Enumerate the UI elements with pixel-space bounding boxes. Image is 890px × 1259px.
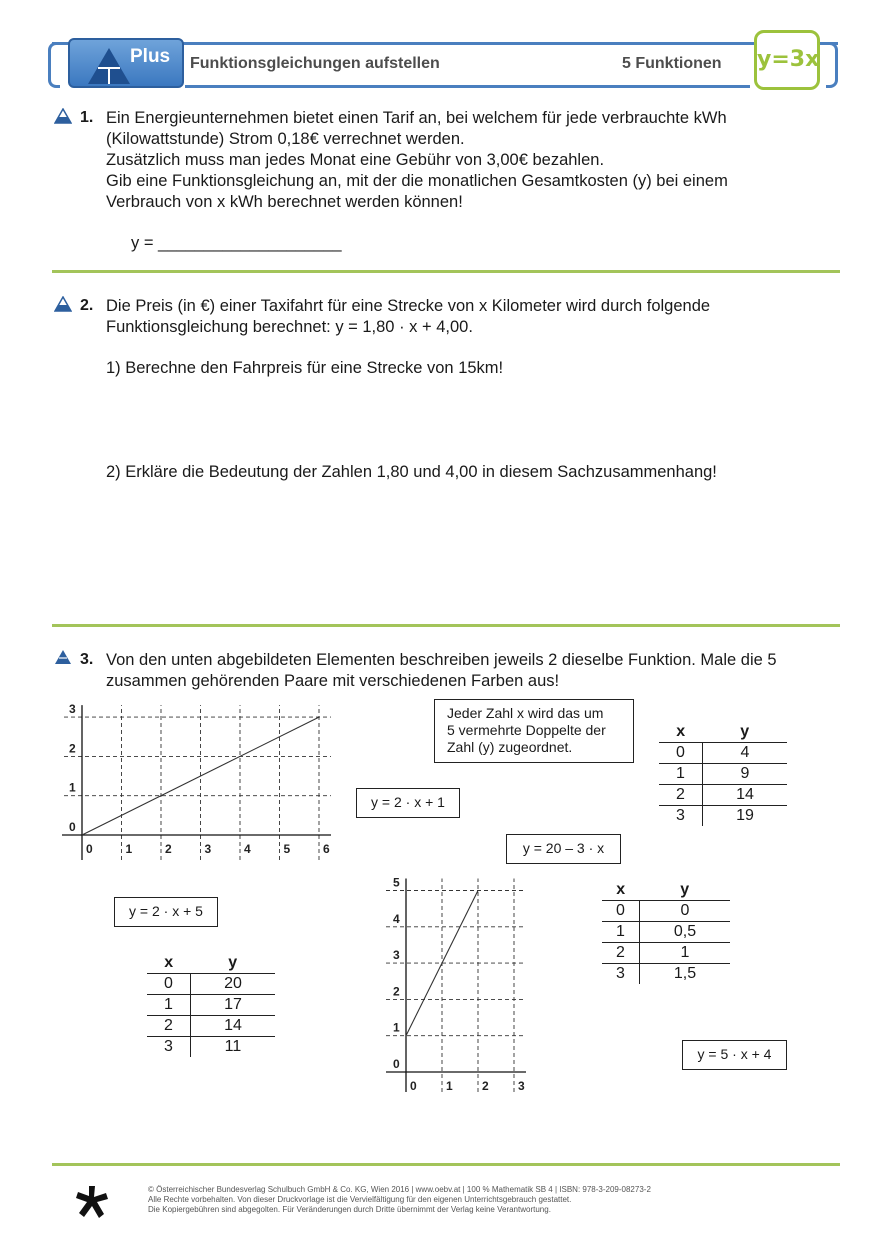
chapter-label: 5 Funktionen (622, 55, 722, 72)
y-tick-label: 3 (393, 948, 400, 963)
difficulty-icon (54, 296, 72, 312)
table-row: 2 14 (659, 784, 787, 805)
x-tick-label: 1 (446, 1079, 453, 1093)
difficulty-icon (54, 649, 72, 665)
x-tick-label: 2 (482, 1079, 489, 1093)
table-header-y: y (680, 880, 690, 898)
y-tick-label: 5 (393, 875, 400, 890)
y-tick-label: 2 (393, 984, 400, 999)
description-line: Jeder Zahl x wird das um (447, 705, 604, 721)
graph-chart (382, 870, 552, 1105)
header-rule-bottom (185, 85, 750, 88)
x-tick-label: 0 (86, 842, 93, 856)
answer-blank[interactable]: y = ____________________ (131, 234, 342, 252)
section-divider (52, 624, 840, 627)
page-title: Funktionsgleichungen aufstellen (190, 55, 440, 72)
task-number: 2. (80, 297, 94, 314)
header-bracket-right (826, 42, 838, 88)
section-divider (52, 270, 840, 273)
table-row: 3 1,5 (602, 963, 730, 984)
table-row: 1 17 (147, 994, 275, 1015)
equation-box: y = 2 · x + 5 (114, 897, 218, 927)
value-table (602, 880, 730, 984)
pyramid-icon (86, 46, 132, 86)
x-tick-label: 4 (244, 842, 251, 856)
task1-line: Verbrauch von x kWh berechnet werden können! (106, 193, 463, 211)
value-table (659, 722, 787, 826)
chapter-badge: y=3x (754, 30, 820, 90)
y-tick-label: 0 (393, 1057, 400, 1071)
table-header-x: x (676, 722, 686, 740)
y-tick-label: 1 (69, 780, 76, 795)
task-number: 1. (80, 109, 94, 126)
task2-line: Die Preis (in €) einer Taxifahrt für eine Strecke von x Kilometer wird durch folgende (106, 297, 711, 315)
task3-line: zusammen gehörenden Paare mit verschiedenen Farben aus! (106, 672, 560, 690)
table-row: 1 0,5 (602, 921, 730, 942)
task2-line: Funktionsgleichung berechnet: y = 1,80 · x + 4,00. (106, 318, 473, 336)
equation-box: y = 5 · x + 4 (682, 1040, 787, 1070)
footer-line: © Österreichischer Bundesverlag Schulbuch GmbH & Co. KG, Wien 2016 | www.oebv.at | 100 % Mathematik SB 4 | ISBN: 978-3-209-08273-2 (148, 1185, 651, 1194)
logo-text: Plus (130, 46, 171, 67)
footer-line: Alle Rechte vorbehalten. Von dieser Druckvorlage ist die Vervielfältigung für den eigenen Unterrichtsgebrauch gestattet. (148, 1195, 572, 1204)
y-tick-label: 4 (393, 911, 400, 926)
task1-line: Ein Energieunternehmen bietet einen Tarif an, bei welchem für jede verbrauchte kWh (106, 109, 727, 127)
x-tick-label: 3 (204, 842, 212, 856)
table-row: 0 4 (659, 742, 787, 763)
x-tick-label: 3 (518, 1079, 525, 1093)
header-bracket-left (48, 42, 60, 88)
difficulty-icon (54, 108, 72, 124)
table-header-x: x (616, 880, 626, 898)
task1-line: Zusätzlich muss man jedes Monat eine Gebühr von 3,00€ bezahlen. (106, 151, 605, 169)
table-header-x: x (164, 953, 174, 971)
section-divider (52, 1163, 840, 1166)
table-row: 0 20 (147, 973, 275, 994)
task1-line: Gib eine Funktionsgleichung an, mit der die monatlichen Gesamtkosten (y) bei einem (106, 172, 728, 190)
table-header-y: y (228, 953, 238, 971)
value-table (147, 953, 275, 1057)
table-row: 3 11 (147, 1036, 275, 1057)
table-row: 2 1 (602, 942, 730, 963)
task-number: 3. (80, 651, 94, 668)
equation-box: y = 2 · x + 1 (356, 788, 460, 818)
x-tick-label: 2 (165, 842, 172, 856)
x-tick-label: 5 (283, 842, 291, 856)
description-line: 5 vermehrte Doppelte der (447, 722, 606, 738)
publisher-logo-icon (74, 1184, 110, 1220)
footer-line: Die Kopiergebühren sind abgegolten. Für Veränderungen durch Dritte übernimmt der Verlag keine Verantwortung. (148, 1205, 551, 1214)
description-line: Zahl (y) zugeordnet. (447, 739, 573, 755)
table-row: 0 0 (602, 900, 730, 921)
task2-question: 1) Berechne den Fahrpreis für eine Strecke von 15km! (106, 359, 504, 377)
task2-question: 2) Erkläre die Bedeutung der Zahlen 1,80 und 4,00 in diesem Sachzusammenhang! (106, 463, 717, 481)
y-tick-label: 2 (69, 741, 76, 756)
description-box (434, 699, 634, 763)
copyright-footer (148, 1185, 651, 1215)
x-tick-label: 0 (410, 1079, 417, 1093)
table-header-y: y (740, 722, 750, 740)
table-row: 3 19 (659, 805, 787, 826)
table-row: 2 14 (147, 1015, 275, 1036)
table-row: 1 9 (659, 763, 787, 784)
y-tick-label: 1 (393, 1020, 400, 1035)
y-tick-label: 3 (69, 702, 76, 717)
x-tick-label: 1 (125, 842, 133, 856)
graph-chart (62, 698, 342, 868)
y-tick-label: 0 (69, 820, 76, 834)
task3-line: Von den unten abgebildeten Elementen beschreiben jeweils 2 dieselbe Funktion. Male die 5 (106, 651, 777, 669)
plus-logo (68, 38, 184, 88)
equation-box: y = 20 – 3 · x (506, 834, 621, 864)
x-tick-label: 6 (323, 842, 330, 856)
task1-line: (Kilowattstunde) Strom 0,18€ verrechnet werden. (106, 130, 465, 148)
